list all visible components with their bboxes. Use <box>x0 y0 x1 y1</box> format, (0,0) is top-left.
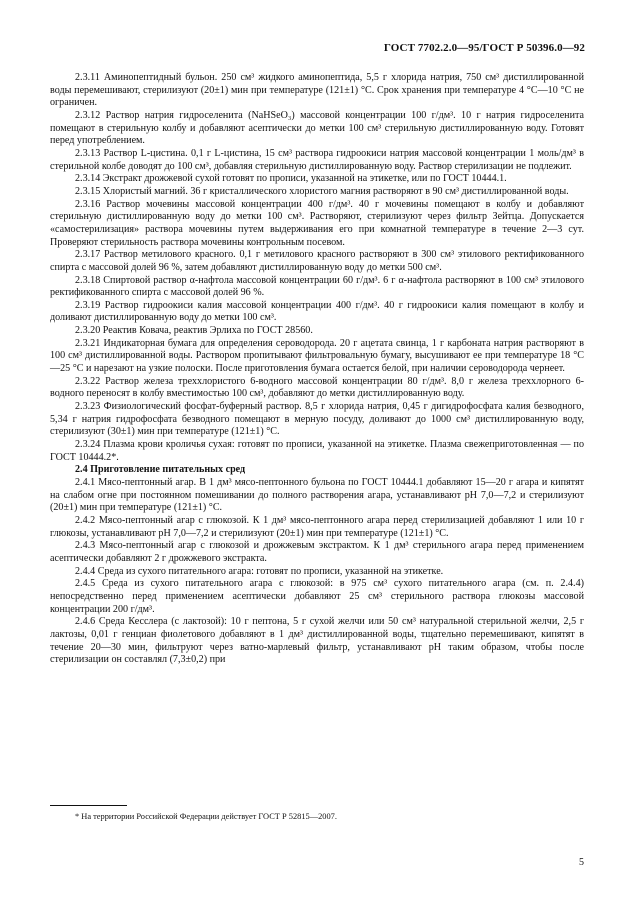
paragraph-2-3-16: 2.3.16 Раствор мочевины массовой концентрации 400 г/дм³. 40 г мочевины помещают в колбу и добавляют стерильную дистиллированную воду до метки 100 см³. Растворяют, стерилизуют через фильтр Зейтца. Допускается «самостерилизация» раствора мочевины путем выдерживания его при комнатной температуре в течение 2—3 сут. Проверяют стерильность раствора мочевины контрольным посевом. <box>50 198 584 248</box>
paragraph-2-4-2: 2.4.2 Мясо-пептонный агар с глюкозой. К 1 дм³ мясо-пептонного агара перед стерилизацией добавляют 1 или 10 г глюкозы, устанавливают рН 7,0—7,2 и стерилизуют (20±1) мин при температуре (121±1) °С. <box>50 514 584 539</box>
paragraph-2-3-17: 2.3.17 Раствор метилового красного. 0,1 г метилового красного растворяют в 300 см³ этилового ректификованного спирта с массовой долей 96 %, затем добавляют дистиллированную воду до метки 500 см³. <box>50 249 584 273</box>
paragraph-2-4-5: 2.4.5 Среда из сухого питательного агара с глюкозой: в 975 см³ сухого питательного агара (см. п. 2.4.4) непосредственно перед применением асептически добавляют 25 см³ стерильного раствора глюкозы массовой концентрации 200 г/дм³. <box>50 578 584 615</box>
paragraph-2-3-12: 2.3.12 Раствор натрия гидроселенита (NaHSeO₃) массовой концентрации 100 г/дм³. 10 г натрия гидроселенита помещают в стерильную колбу и добавляют асептически до метки 100 см³ стерильную дистиллированную воду. Готовят перед употреблением. <box>50 109 584 147</box>
section-heading: 2.4 Приготовление питательных сред <box>75 464 246 476</box>
footnote: * На территории Российской Федерации действует ГОСТ Р 52815—2007. <box>75 812 337 821</box>
paragraph-2-4-6: 2.4.6 Среда Кесслера (с лактозой): 10 г пептона, 5 г сухой желчи или 50 см³ натуральной стерильной желчи, 2,5 г лактозы, 0,01 г генциан фиолетового добавляют в 1 дм³ дистиллированной воды, тщательно перемешивают, кипятят в течение 20—30 мин, фильтруют через ватно-марлевый фильтр, устанавливают рН таким образом, чтобы после стерилизации он составлял (7,3±0,2) при <box>50 616 584 666</box>
document-body <box>50 72 584 667</box>
paragraph-2-3-15: 2.3.15 Хлористый магний. 36 г кристаллического хлористого магния растворяют в 90 см³ дистиллированной воды. <box>75 185 569 197</box>
paragraph-2-3-19: 2.3.19 Раствор гидроокиси калия массовой концентрации 400 г/дм³. 40 г гидроокиси калия помещают в колбу и доливают дистиллированную воду до метки 100 см³. <box>50 299 584 324</box>
paragraph-2-4-1: 2.4.1 Мясо-пептонный агар. В 1 дм³ мясо-пептонного бульона по ГОСТ 10444.1 добавляют 15—20 г агара и кипятят на слабом огне при постоянном помешивании до полного растворения агара, устанавливают рН 7,0—7,2 и стерилизуют (20±1) мин при температуре (121±1) °С. <box>50 477 584 514</box>
paragraph-2-3-20: 2.3.20 Реактив Ковача, реактив Эрлиха по ГОСТ 28560. <box>75 325 313 337</box>
paragraph-2-3-22: 2.3.22 Раствор железа треххлористого 6-водного массовой концентрации 80 г/дм³. 8,0 г железа треххлорного 6-водного переносят в колбу вместимостью 100 см³, добавляют до метки дистиллированную воду. <box>50 375 584 400</box>
paragraph-2-3-23: 2.3.23 Физиологический фосфат-буферный раствор. 8,5 г хлорида натрия, 0,45 г дигидрофосфата калия безводного, 5,34 г натрия гидрофосфата безводного помещают в мерную посуду, доливают до 1000 см³ дистиллированную воду, стерилизуют (30±1) мин при температуре (121±1) °С. <box>50 401 584 438</box>
paragraph-2-3-14: 2.3.14 Экстракт дрожжевой сухой готовят по прописи, указанной на этикетке, или по ГОСТ 10444.1. <box>75 173 507 185</box>
paragraph-2-3-24: 2.3.24 Плазма крови кроличья сухая: готовят по прописи, указанной на этикетке. Плазма свежеприготовленная — по ГОСТ 10444.2*. <box>50 439 584 463</box>
paragraph-2-3-13: 2.3.13 Раствор L-цистина. 0,1 г L-цистина, 15 см³ раствора гидроокиси натрия массовой концентрации 1 моль/дм³ в стерильной колбе доводят до 100 см³, добавляя стерильную дистиллированную воду. Раствор стерилизации не подлежит. <box>50 147 584 172</box>
paragraph-2-4-4: 2.4.4 Среда из сухого питательного агара: готовят по прописи, указанной на этикетке. <box>75 565 444 577</box>
footnote-divider <box>50 805 127 806</box>
page-header: ГОСТ 7702.2.0—95/ГОСТ Р 50396.0—92 <box>383 42 585 54</box>
page-number: 5 <box>579 857 584 868</box>
paragraph-2-4-3: 2.4.3 Мясо-пептонный агар с глюкозой и дрожжевым экстрактом. К 1 дм³ стерильного агара перед применением асептически добавляют 2 г дрожжевого экстракта. <box>50 540 584 564</box>
paragraph-2-3-11: 2.3.11 Аминопептидный бульон. 250 см³ жидкого аминопептида, 5,5 г хлорида натрия, 750 см³ дистиллированной воды перемешивают, стерилизуют (20±1) мин при температуре (121±1) °С. Срок хранения при температуре 4 °С—10 °С не ограничен. <box>50 72 584 109</box>
paragraph-2-3-18: 2.3.18 Спиртовой раствор α-нафтола массовой концентрации 60 г/дм³. 6 г α-нафтола растворяют в 100 см³ этилового ректификованного спирта с массовой долей 96 %. <box>50 274 584 299</box>
paragraph-2-3-21: 2.3.21 Индикаторная бумага для определения сероводорода. 20 г ацетата свинца, 1 г карбоната натрия растворяют в 100 см³ дистиллированной воды. Раствором пропитывают фильтровальную бумагу, высушивают ее при температуре 18 °С—25 °С и нарезают на узкие полоски. После приготовления бумага остается белой, при наличии сероводорода чернеет. <box>50 337 584 375</box>
